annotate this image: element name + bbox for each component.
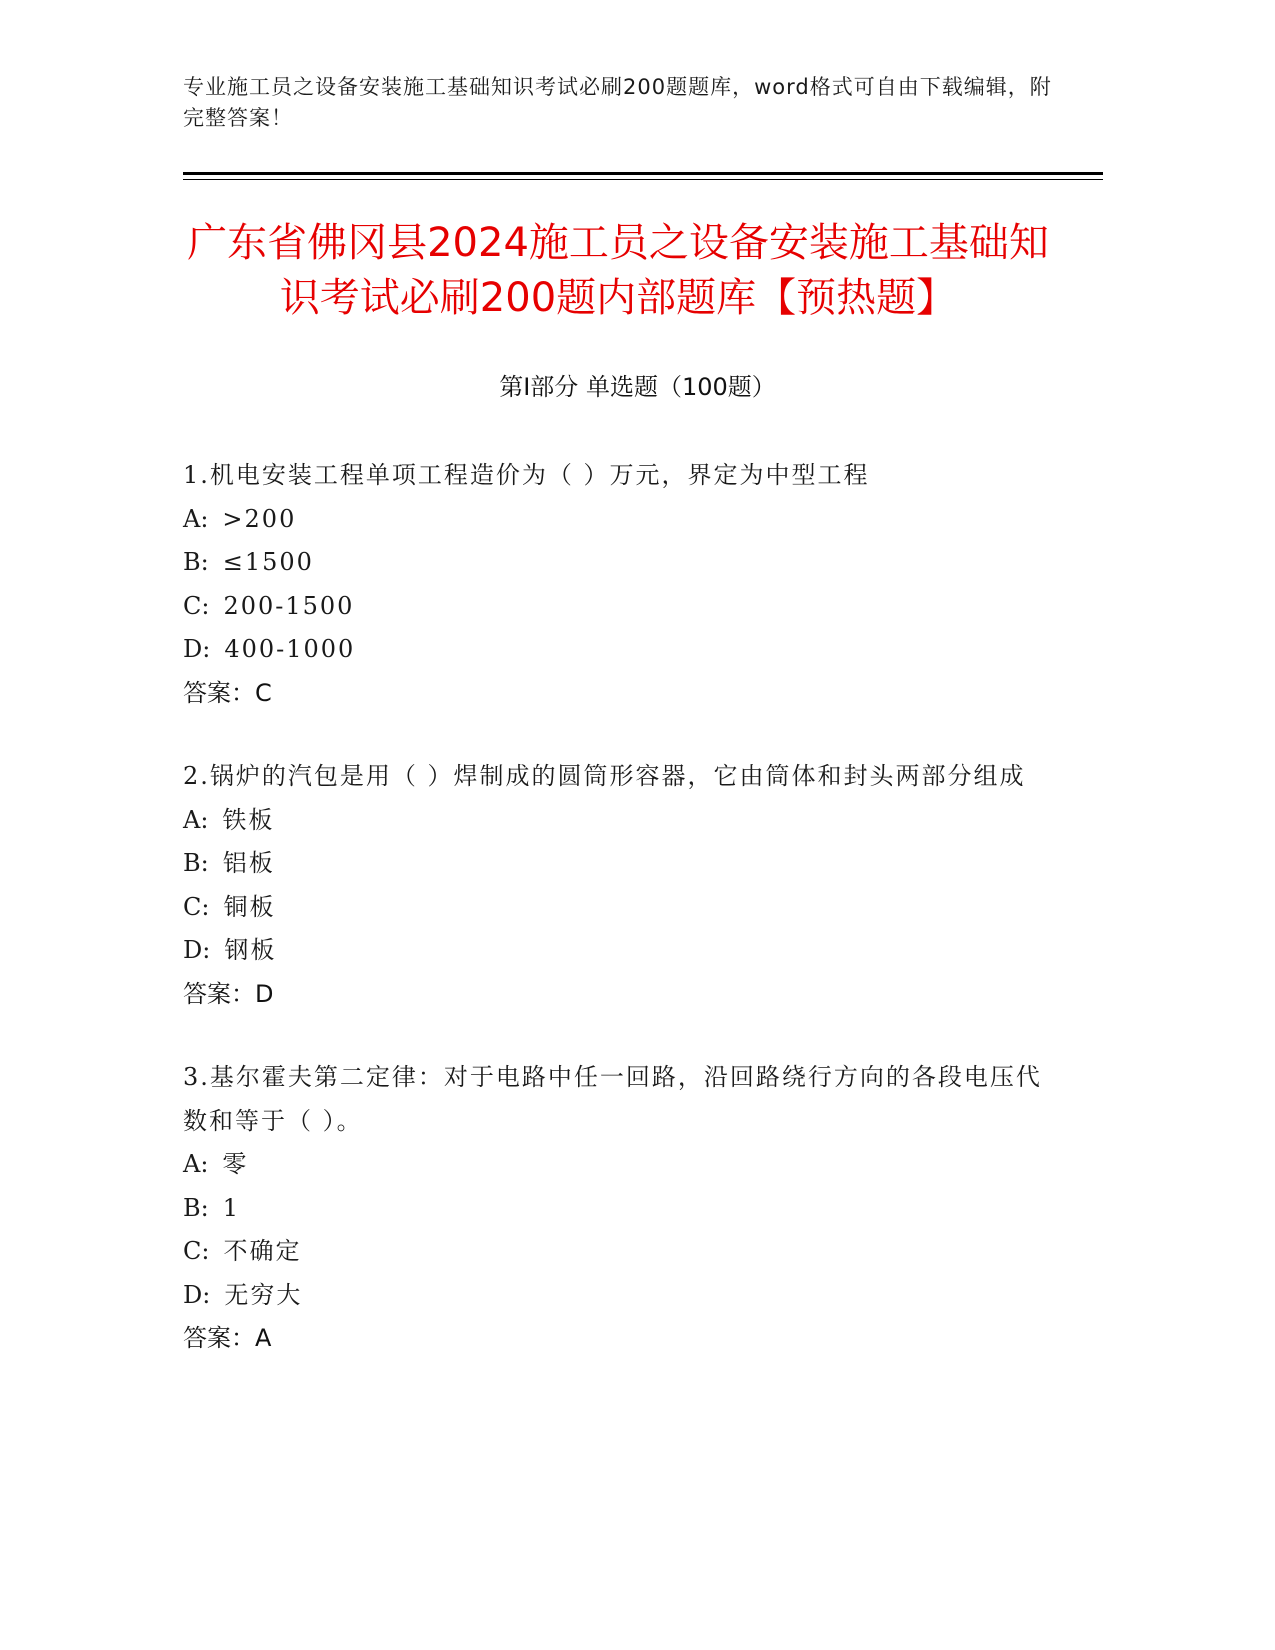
option-c <box>183 886 1063 930</box>
option-text: 200-1500 <box>223 591 355 620</box>
question-3 <box>183 1056 1063 1361</box>
question-1 <box>183 454 1063 715</box>
option-letter: B: <box>183 849 209 877</box>
option-text: 无穷大 <box>224 1280 303 1309</box>
option-letter: D: <box>183 1280 211 1309</box>
option-b <box>183 842 1063 886</box>
header-rule-thin <box>183 179 1103 180</box>
question-stem: 3.基尔霍夫第二定律：对于电路中任一回路，沿回路绕行方向的各段电压代数和等于（ ）。 <box>183 1063 1042 1135</box>
option-text: 零 <box>222 1150 249 1178</box>
header-rule-thick <box>183 172 1103 175</box>
option-letter: A: <box>183 805 209 834</box>
option-d <box>183 929 1063 973</box>
option-letter: D: <box>183 936 211 964</box>
option-letter: A: <box>183 504 209 533</box>
option-text: 铁板 <box>222 805 275 834</box>
option-b <box>183 541 1063 585</box>
option-text: 铝板 <box>222 849 275 877</box>
option-letter: B: <box>183 1193 209 1222</box>
option-text: 钢板 <box>224 936 277 964</box>
option-a <box>183 1143 1063 1187</box>
option-text: 不确定 <box>223 1237 302 1265</box>
option-letter: C: <box>183 1237 210 1265</box>
section-heading: 第Ⅰ部分 单选题（100题） <box>499 373 776 401</box>
option-letter: B: <box>183 548 209 576</box>
option-text: ≤1500 <box>222 548 314 576</box>
option-letter: A: <box>183 1150 209 1178</box>
answer: 答案：D <box>183 979 274 1008</box>
option-letter: C: <box>183 591 210 620</box>
question-stem: 2.锅炉的汽包是用（ ）焊制成的圆筒形容器，它由筒体和封头两部分组成 <box>183 762 1026 790</box>
option-letter: C: <box>183 892 210 921</box>
option-text: 1 <box>222 1193 241 1222</box>
option-b <box>183 1187 1063 1231</box>
option-d <box>183 628 1063 672</box>
option-d <box>183 1274 1063 1318</box>
option-text: >200 <box>222 504 297 533</box>
header-note: 专业施工员之设备安装施工基础知识考试必刷200题题库，word格式可自由下载编辑，附完整答案！ <box>183 75 1052 130</box>
option-c <box>183 1230 1063 1274</box>
option-a <box>183 799 1063 843</box>
question-2 <box>183 755 1063 1016</box>
answer: 答案：C <box>183 678 272 707</box>
answer: 答案：A <box>183 1324 272 1352</box>
question-stem: 1.机电安装工程单项工程造价为（ ）万元，界定为中型工程 <box>183 461 870 489</box>
question-list <box>183 454 1063 1401</box>
option-text: 400-1000 <box>224 635 356 663</box>
option-letter: D: <box>183 635 211 663</box>
option-a <box>183 498 1063 542</box>
document-title: 广东省佛冈县2024施工员之设备安装施工基础知识考试必刷200题内部题库【预热题】 <box>187 220 1049 321</box>
option-text: 铜板 <box>223 892 276 921</box>
option-c <box>183 585 1063 629</box>
